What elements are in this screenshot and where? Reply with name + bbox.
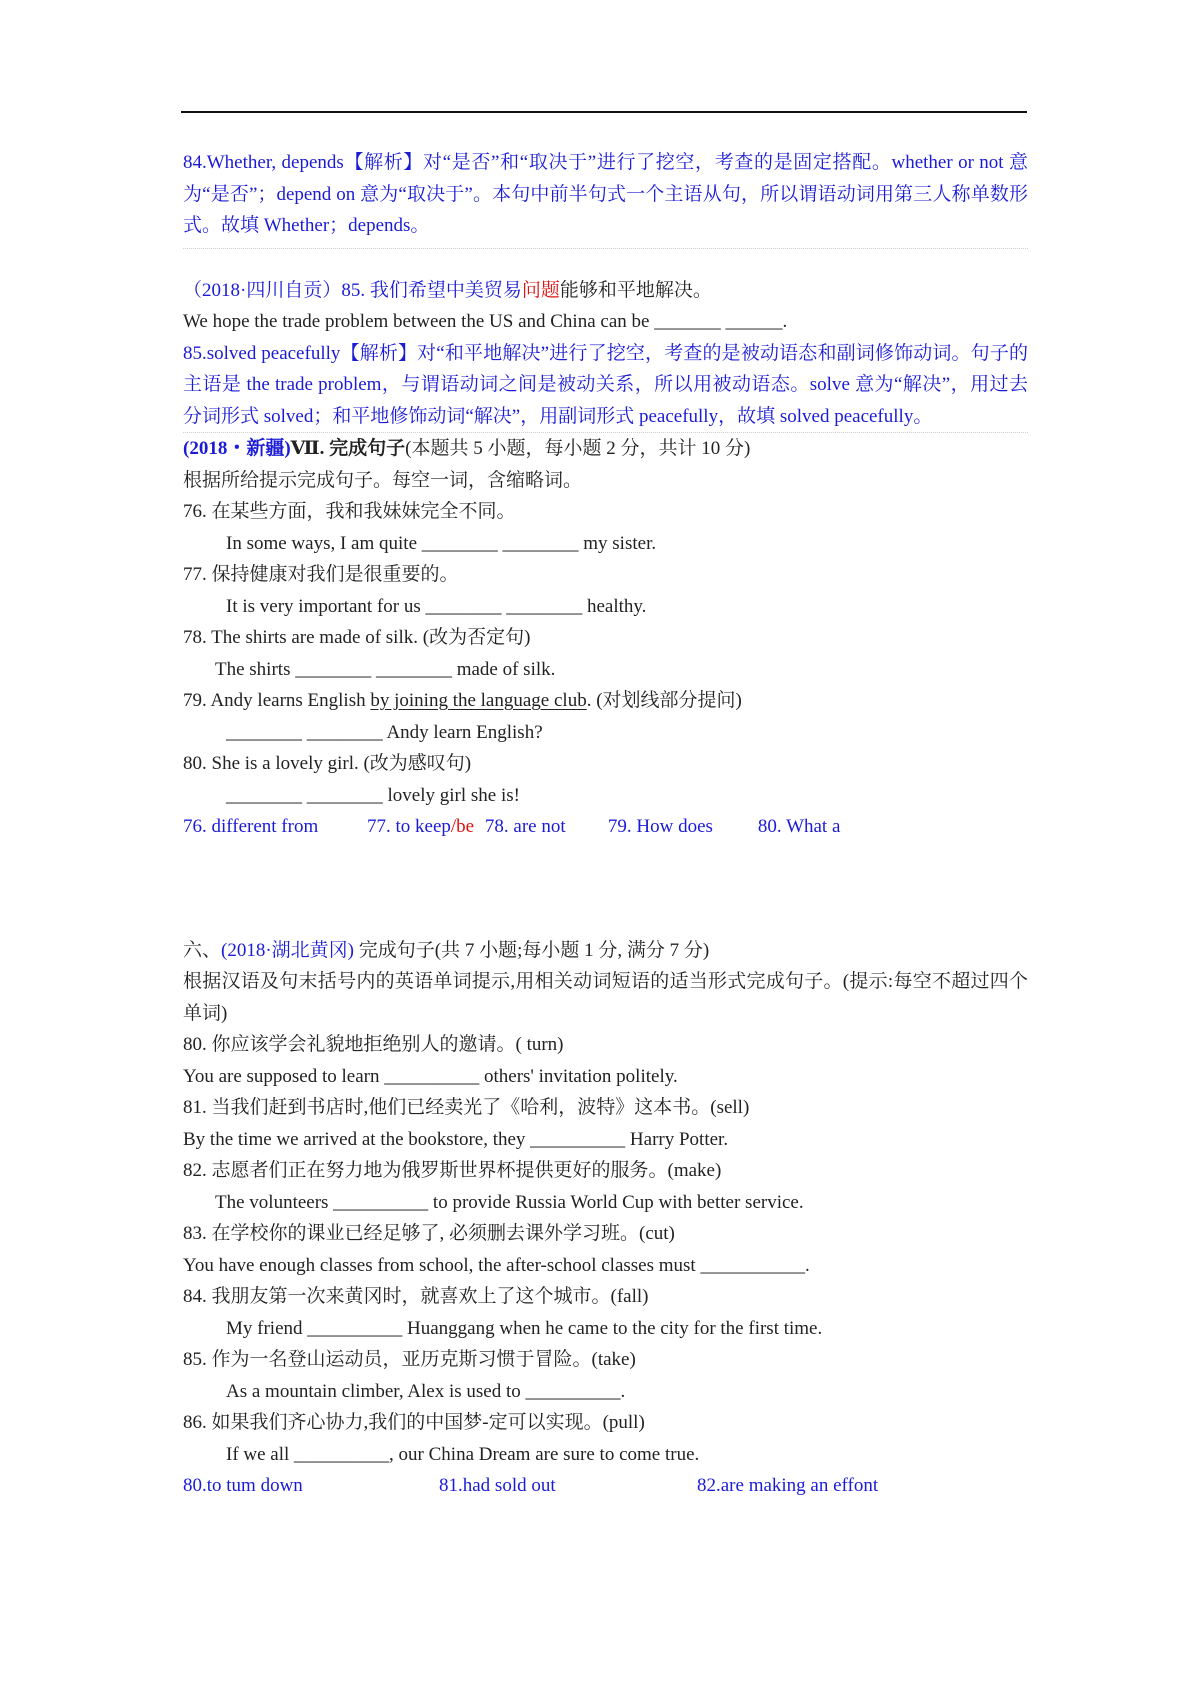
question-h85: 85. 作为一名登山运动员，亚历克斯习惯于冒险。(take) xyxy=(183,1349,636,1370)
question-77: 77. 保持健康对我们是很重要的。 xyxy=(183,564,459,585)
answer-85-explanation: 85.solved peacefully【解析】对“和平地解决”进行了挖空，考查的是被动语态和副词修饰动词。句子的主语是 the trade problem，与谓语动词之间是被动关系，所以用被动语态。solve 意为“解决”，用过去分词形式 solved；和平地修饰动词“解决”，用副词形式 peacefully，故填 solved peacefully。 xyxy=(183,338,1028,434)
answer-line-h81: By the time we arrived at the bookstore, they __________ Harry Potter. xyxy=(183,1128,729,1150)
answer-78: 78. are not xyxy=(484,816,566,837)
question-h80: 80. 你应该学会礼貌地拒绝别人的邀请。( turn) xyxy=(183,1034,564,1055)
question-80: 80. She is a lovely girl. (改为感叹句) xyxy=(183,753,472,774)
question-79-end: . (对划线部分提问) xyxy=(586,690,742,711)
answer-line-79: ________ ________ Andy learn English? xyxy=(226,721,543,743)
answer-line-h83: You have enough classes from school, the after-school classes must ___________. xyxy=(183,1254,810,1276)
question-85-source xyxy=(183,275,1028,307)
answer-line-h86: If we all __________, our China Dream are sure to come true. xyxy=(226,1443,700,1465)
question-h81: 81. 当我们赶到书店时,他们已经卖光了《哈利，波特》这本书。(sell) xyxy=(183,1097,750,1118)
xinjiang-section-title: Ⅶ. 完成句子 xyxy=(290,438,406,459)
huanggang-title: 完成句子(共 7 小题;每小题 1 分, 满分 7 分) xyxy=(354,939,710,961)
document-body xyxy=(183,147,1028,1502)
question-85-sentence: We hope the trade problem between the US and China can be _______ ______. xyxy=(183,311,788,332)
huanggang-answers xyxy=(183,1470,1028,1502)
answer-76: 76. different from xyxy=(183,816,319,837)
underlined-phrase: by joining the language club xyxy=(370,690,587,711)
question-79 xyxy=(183,685,1028,717)
answer-line-h80: You are supposed to learn __________ others' invitation politely. xyxy=(183,1065,678,1087)
highlight-word: 问题 xyxy=(521,279,560,301)
huanggang-tag: (2018·湖北黄冈) xyxy=(221,939,354,961)
huanggang-instruction: 根据汉语及句末括号内的英语单词提示,用相关动词短语的适当形式完成句子。(提示:每空不超过四个单词) xyxy=(183,971,1028,1024)
answer-79: 79. How does xyxy=(607,816,713,837)
huanggang-section-heading xyxy=(183,935,1028,967)
question-85-tail: 能够和平地解决。 xyxy=(559,279,712,301)
answer-84-explanation: 84.Whether, depends【解析】对“是否”和“取决于”进行了挖空，考查的是固定搭配。whether or not 意为“是否”；depend on 意为“取决于”。本句中前半句式一个主语从句，所以谓语动词用第三人称单数形式。故填 Whether；depends。 xyxy=(183,147,1028,249)
question-h83: 83. 在学校你的课业已经足够了, 必须删去课外学习班。(cut) xyxy=(183,1223,675,1244)
answer-80: 80. What a xyxy=(757,816,841,837)
xinjiang-instruction: 根据所给提示完成句子。每空一词，含缩略词。 xyxy=(183,469,583,491)
xinjiang-answers xyxy=(183,811,1028,843)
answer-line-h84: My friend __________ Huanggang when he came to the city for the first time. xyxy=(226,1317,823,1339)
answer-line-h82: The volunteers __________ to provide Russia World Cup with better service. xyxy=(215,1191,804,1213)
answer-line-80: ________ ________ lovely girl she is! xyxy=(226,784,520,806)
answer-line-76: In some ways, I am quite ________ ________ my sister. xyxy=(226,532,657,554)
answer-h82: 82.are making an effont xyxy=(697,1475,879,1496)
question-76: 76. 在某些方面，我和我妹妹完全不同。 xyxy=(183,501,516,522)
answer-line-77: It is very important for us ________ ________ healthy. xyxy=(226,595,647,617)
xinjiang-tag: (2018・新疆) xyxy=(183,438,291,459)
source-tag: （2018·四川自贡）85. 我们希望中美贸易 xyxy=(183,279,522,301)
question-78: 78. The shirts are made of silk. (改为否定句) xyxy=(183,627,531,648)
answer-line-78: The shirts ________ ________ made of silk. xyxy=(215,658,556,680)
answer-h81: 81.had sold out xyxy=(439,1475,556,1496)
answer-77: 77. to keep xyxy=(367,816,451,837)
section-number: 六、 xyxy=(183,939,222,961)
answer-77-alt: /be xyxy=(450,816,475,837)
question-h84: 84. 我朋友第一次来黄冈时，就喜欢上了这个城市。(fall) xyxy=(183,1286,649,1307)
question-h86: 86. 如果我们齐心协力,我们的中国梦-定可以实现。(pull) xyxy=(183,1412,645,1433)
answer-h80: 80.to tum down xyxy=(183,1475,303,1496)
question-79-start: 79. Andy learns English xyxy=(183,690,371,711)
answer-line-h85: As a mountain climber, Alex is used to __________. xyxy=(226,1380,626,1402)
question-h82: 82. 志愿者们正在努力地为俄罗斯世界杯提供更好的服务。(make) xyxy=(183,1160,722,1181)
header-rule xyxy=(181,111,1027,113)
xinjiang-section-rest: (本题共 5 小题，每小题 2 分，共计 10 分) xyxy=(405,438,751,459)
xinjiang-section-heading xyxy=(183,433,1028,465)
